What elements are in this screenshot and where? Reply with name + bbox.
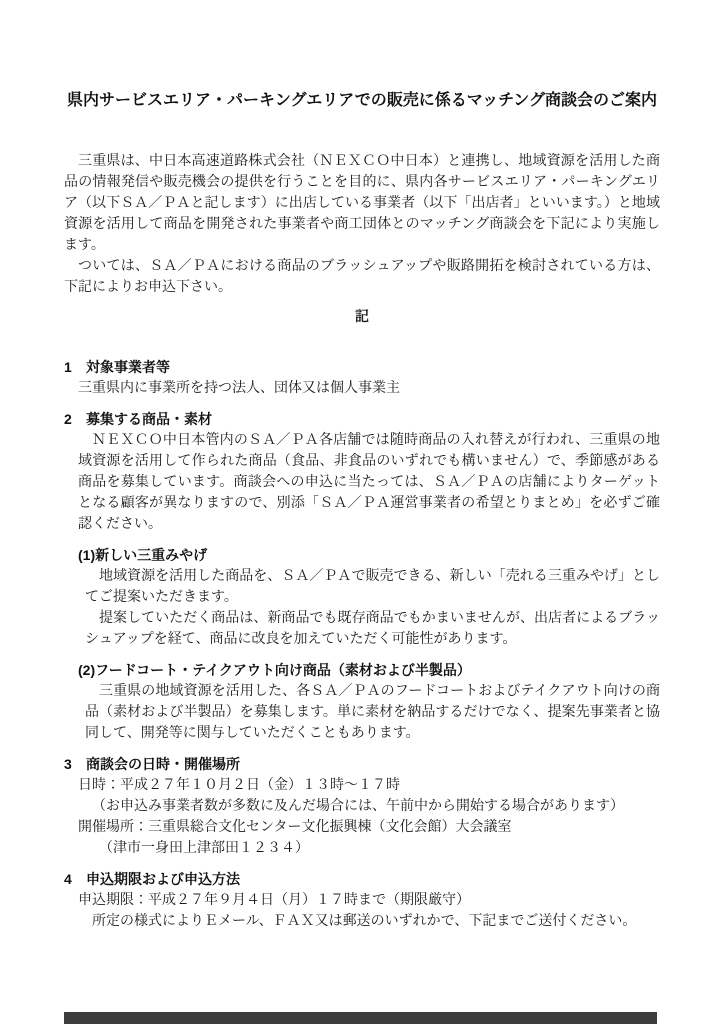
subsection-2 bbox=[64, 660, 660, 744]
document-title: 県内サービスエリア・パーキングエリアでの販売に係るマッチング商談会のご案内 bbox=[67, 92, 657, 109]
subsection-label: (2) bbox=[78, 662, 96, 678]
subsection-heading bbox=[64, 660, 660, 681]
section-line-3: 開催場所：三重県総合文化センター文化振興棟（文化会館）大会議室 bbox=[78, 820, 512, 835]
section-number: 2 bbox=[64, 411, 72, 427]
subsection-paragraph-2: 提案していただく商品は、新商品でも既存商品でもかまいませんが、出店者によるブラッシュアップを経て、商品に改良を加えていただく可能性があります。 bbox=[85, 611, 660, 647]
section-number: 4 bbox=[64, 871, 72, 887]
sections bbox=[64, 357, 660, 932]
subsection-1 bbox=[64, 545, 660, 650]
section-title: 募集する商品・素材 bbox=[86, 411, 212, 427]
section-title: 申込期限および申込方法 bbox=[86, 871, 240, 887]
intro-paragraph-1: 三重県は、中日本高速道路株式会社（ＮＥＸＣＯ中日本）と連携し、地域資源を活用した商品の情報発信や販売機会の提供を行うことを目的に、県内各サービスエリア・パーキングエリア（以下ＳＡ／ＰＡと記します）に出店している事業者（以下「出店者」といいます。）と地域資源を活用して商品を開発された事業者や商工団体とのマッチング商談会を下記により実施します。 bbox=[64, 154, 660, 253]
page-bottom-cutoff-bar bbox=[64, 1012, 657, 1024]
section-title: 商談会の日時・開催場所 bbox=[86, 756, 240, 772]
subsection-paragraph-1: 地域資源を活用した商品を、ＳＡ／ＰＡで販売できる、新しい「売れる三重みやげ」としてご提案いただきます。 bbox=[85, 569, 660, 605]
section-title: 対象事業者等 bbox=[86, 359, 170, 375]
intro-paragraph-2: ついては、ＳＡ／ＰＡにおける商品のブラッシュアップや販路開拓を検討されている方は、下記によりお申込下さい。 bbox=[64, 259, 660, 295]
section-line-1: 三重県内に事業所を持つ法人、団体又は個人事業主 bbox=[78, 381, 400, 396]
section-heading bbox=[64, 409, 660, 430]
section-line-4: （津市一身田上津部田１２３４） bbox=[99, 841, 309, 856]
subsection-title: フードコート・テイクアウト向け商品（素材および半製品） bbox=[95, 662, 471, 678]
section-1 bbox=[64, 357, 660, 399]
section-line-1: 申込期限：平成２７年９月４日（月）１７時まで（期限厳守） bbox=[78, 893, 470, 908]
intro bbox=[64, 151, 660, 298]
section-heading bbox=[64, 754, 660, 775]
subsection-label: (1) bbox=[78, 547, 96, 563]
section-3 bbox=[64, 754, 660, 859]
subsection-heading bbox=[64, 545, 660, 566]
record-marker: 記 bbox=[355, 308, 369, 324]
section-4 bbox=[64, 869, 660, 932]
section-heading bbox=[64, 869, 660, 890]
section-2 bbox=[64, 409, 660, 744]
subsection-title: 新しい三重みやげ bbox=[95, 547, 208, 563]
section-line-2: 所定の様式によりＥメール、ＦＡＸ又は郵送のいずれかで、下記までご送付ください。 bbox=[92, 914, 637, 929]
section-paragraph: ＮＥＸＣＯ中日本管内のＳＡ／ＰＡ各店舗では随時商品の入れ替えが行われ、三重県の地域資源を活用して作られた商品（食品、非食品のいずれでも構いません）で、季節感がある商品を募集しています。商談会への申込に当たっては、ＳＡ／ＰＡの店舗によりターゲットとなる顧客が異なりますので、別添「ＳＡ／ＰＡ運営事業者の希望とりまとめ」を必ずご確認ください。 bbox=[78, 433, 660, 532]
section-number: 3 bbox=[64, 756, 72, 772]
section-number: 1 bbox=[64, 359, 72, 375]
section-heading bbox=[64, 357, 660, 378]
subsection-paragraph-1: 三重県の地域資源を活用した、各ＳＡ／ＰＡのフードコートおよびテイクアウト向けの商品（素材および半製品）を募集します。単に素材を納品するだけでなく、提案先事業者と協同して、開発等に関与していただくこともあります。 bbox=[85, 684, 660, 741]
section-line-1: 日時：平成２７年１０月２日（金）１３時～１７時 bbox=[78, 778, 400, 793]
section-line-2: （お申込み事業者数が多数に及んだ場合には、午前中から開始する場合があります） bbox=[92, 799, 624, 814]
